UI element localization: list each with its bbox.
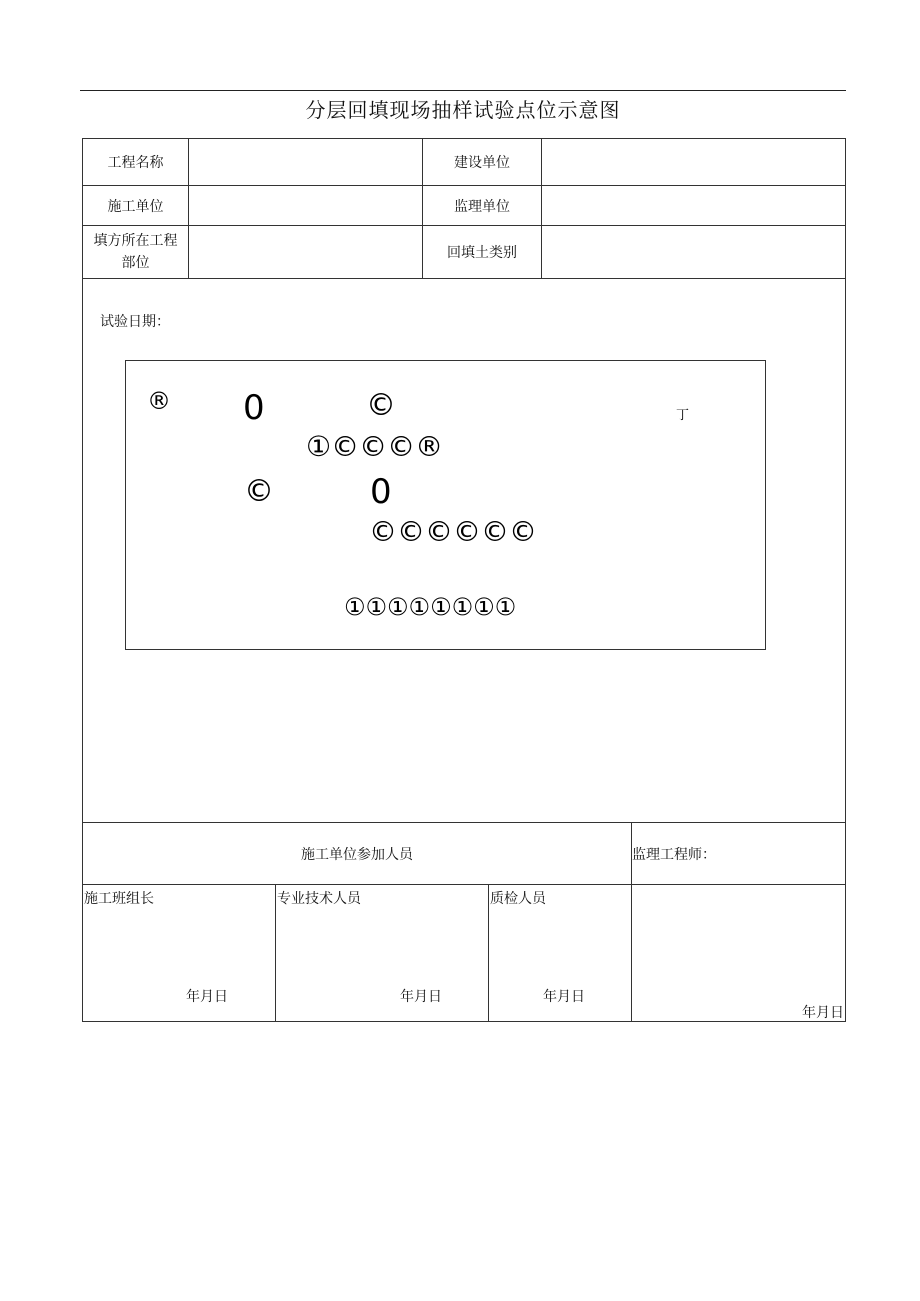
construction-unit-label: 建设单位 (423, 139, 542, 186)
team-leader-cell[interactable] (83, 885, 276, 1022)
signature-table (82, 822, 846, 1022)
supervision-unit-field[interactable] (542, 186, 846, 226)
fill-location-label-line1: 填方所在工程 (93, 233, 178, 249)
page-title: 分层回填现场抽样试验点位示意图 (305, 98, 621, 122)
fill-location-label (83, 226, 189, 279)
sketch-mark-row: ©©©©©© (369, 515, 537, 548)
technical-staff-label: 专业技术人员 (277, 891, 361, 907)
sampling-sketch (125, 360, 766, 650)
sketch-mark: © (366, 388, 396, 423)
sketch-mark: 0 (370, 472, 392, 512)
test-date-label: 试验日期： (100, 314, 170, 330)
builder-label: 施工单位 (83, 186, 189, 226)
construction-unit-field[interactable] (542, 139, 846, 186)
supervision-unit-label: 监理单位 (423, 186, 542, 226)
team-leader-label: 施工班组长 (84, 891, 154, 907)
project-name-label: 工程名称 (83, 139, 189, 186)
info-row-builder (83, 186, 846, 226)
technical-staff-cell[interactable] (276, 885, 489, 1022)
quality-inspector-date: 年月日 (543, 989, 585, 1005)
builder-field[interactable] (189, 186, 423, 226)
sketch-mark: ® (147, 387, 171, 415)
quality-inspector-cell[interactable] (489, 885, 632, 1022)
supervisor-sign-cell[interactable] (632, 885, 846, 1022)
test-area (83, 279, 846, 823)
info-table (82, 138, 846, 823)
team-leader-date: 年月日 (186, 989, 228, 1005)
supervising-engineer-label: 监理工程师： (632, 823, 846, 885)
info-row-location (83, 226, 846, 279)
sketch-corner-mark: 丁 (676, 408, 690, 423)
info-row-test (83, 279, 846, 823)
sketch-mark-row: ①©©©® (306, 430, 444, 463)
project-name-field[interactable] (189, 139, 423, 186)
builder-personnel-label: 施工单位参加人员 (83, 823, 632, 885)
sketch-mark: © (244, 474, 274, 509)
sketch-mark-row: ①①①①①①①① (344, 593, 517, 621)
top-rule (80, 90, 846, 91)
signature-header-row (83, 823, 846, 885)
quality-inspector-label: 质检人员 (490, 891, 546, 907)
supervisor-date: 年月日 (802, 1005, 845, 1021)
technical-staff-date: 年月日 (400, 989, 442, 1005)
fill-location-field[interactable] (189, 226, 423, 279)
signature-row (83, 885, 846, 1022)
backfill-soil-type-label: 回填土类别 (423, 226, 542, 279)
sketch-mark: 0 (243, 388, 265, 428)
backfill-soil-type-field[interactable] (542, 226, 846, 279)
fill-location-label-line2: 部位 (121, 255, 150, 271)
info-row-project (83, 139, 846, 186)
